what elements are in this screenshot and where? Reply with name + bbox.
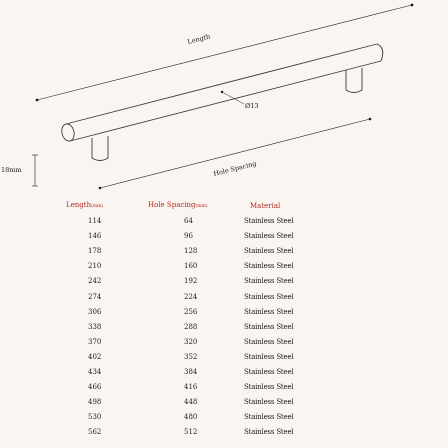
cell-length: 146 [88, 232, 102, 241]
cell-material: Stainless Steel [244, 277, 294, 286]
cell-material: Stainless Steel [244, 292, 294, 301]
cell-hole-spacing: 256 [184, 307, 198, 316]
cell-material: Stainless Steel [244, 322, 294, 331]
cell-length: 274 [88, 292, 102, 301]
cell-length: 114 [88, 217, 102, 226]
handle-diagram [0, 0, 448, 200]
cell-material: Stainless Steel [244, 428, 294, 437]
table-row [58, 350, 340, 365]
height-label: 18mm [1, 166, 22, 174]
cell-hole-spacing: 128 [184, 247, 198, 256]
table-row [58, 425, 340, 440]
cell-hole-spacing: 64 [184, 217, 193, 226]
length-label: Length [186, 32, 212, 46]
cell-material: Stainless Steel [244, 247, 294, 256]
table-row [58, 380, 340, 395]
hole-spacing-dimension-line [99, 118, 372, 190]
cell-length: 178 [88, 247, 102, 256]
cell-material: Stainless Steel [244, 413, 294, 422]
handle-bar [60, 44, 383, 161]
table-row [58, 395, 340, 410]
cell-length: 306 [88, 307, 102, 316]
cell-hole-spacing: 352 [184, 352, 198, 361]
cell-hole-spacing: 96 [184, 232, 193, 241]
table-row [58, 259, 340, 274]
header-hole-spacing: Hole Spacing(mm) [148, 201, 208, 209]
cell-length: 530 [88, 413, 102, 422]
cell-length: 338 [88, 322, 102, 331]
spec-table-body [58, 214, 340, 440]
cell-hole-spacing: 160 [184, 262, 198, 271]
cell-material: Stainless Steel [244, 262, 294, 271]
cell-length: 370 [88, 337, 102, 346]
spec-table-header [58, 198, 340, 214]
hole-spacing-label: Hole Spacing [212, 159, 258, 178]
cell-length: 562 [88, 428, 102, 437]
length-dimension-line [36, 4, 414, 102]
table-row [58, 410, 340, 425]
table-row [58, 244, 340, 259]
cell-hole-spacing: 416 [184, 383, 198, 392]
cell-material: Stainless Steel [244, 337, 294, 346]
cell-material: Stainless Steel [244, 383, 294, 392]
height-dimension-line [32, 155, 38, 186]
cell-material: Stainless Steel [244, 217, 294, 226]
cell-length: 434 [88, 367, 102, 376]
table-row [58, 214, 340, 229]
cell-length: 242 [88, 277, 102, 286]
cell-length: 466 [88, 383, 102, 392]
cell-hole-spacing: 224 [184, 292, 198, 301]
cell-hole-spacing: 320 [184, 337, 198, 346]
spec-table [58, 198, 340, 440]
cell-material: Stainless Steel [244, 352, 294, 361]
cell-material: Stainless Steel [244, 307, 294, 316]
table-row [58, 365, 340, 380]
cell-length: 402 [88, 352, 102, 361]
table-row [58, 229, 340, 244]
header-material: Material [250, 201, 281, 210]
cell-material: Stainless Steel [244, 398, 294, 407]
cell-material: Stainless Steel [244, 367, 294, 376]
diameter-label: Ø13 [245, 102, 259, 110]
table-row [58, 320, 340, 335]
cell-hole-spacing: 480 [184, 413, 198, 422]
table-row [58, 289, 340, 304]
table-row [58, 305, 340, 320]
table-row [58, 274, 340, 289]
cell-hole-spacing: 384 [184, 367, 198, 376]
cell-hole-spacing: 512 [184, 428, 198, 437]
cell-hole-spacing: 448 [184, 398, 198, 407]
cell-length: 498 [88, 398, 102, 407]
cell-length: 210 [88, 262, 102, 271]
header-length: Length(mm) [66, 201, 104, 209]
cell-hole-spacing: 192 [184, 277, 198, 286]
cell-material: Stainless Steel [244, 232, 294, 241]
cell-hole-spacing: 288 [184, 322, 198, 331]
table-row [58, 335, 340, 350]
